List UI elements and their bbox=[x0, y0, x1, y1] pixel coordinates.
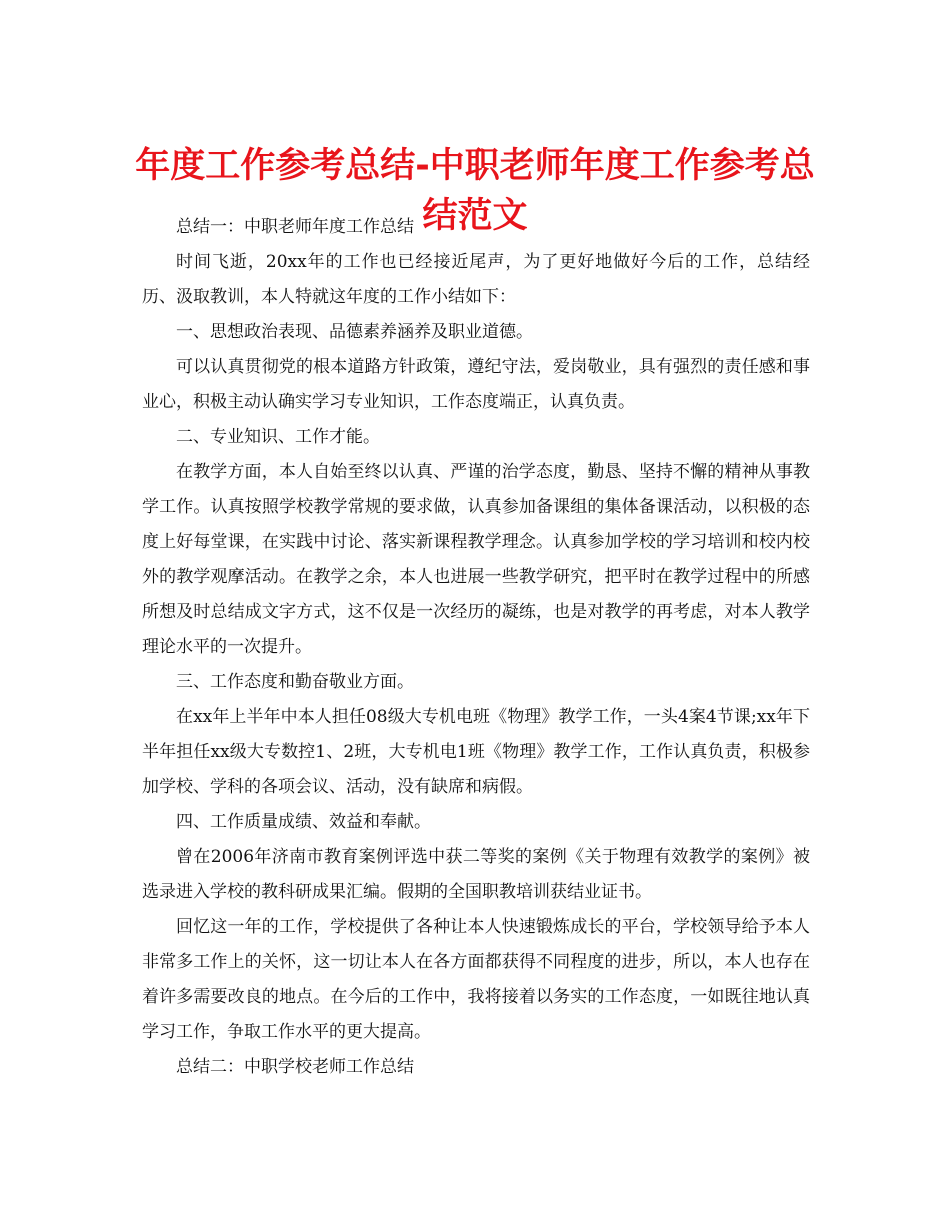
section-heading: 四、工作质量成绩、效益和奉献。 bbox=[176, 812, 431, 832]
paragraph: 时间飞逝，20xx年的工作也已经接近尾声，为了更好地做好今后的工作，总结经历、汲取教训，本人特就这年度的工作小结如下： bbox=[142, 252, 810, 307]
document-title: 年度工作参考总结-中职老师年度工作参考总结范文 bbox=[135, 146, 815, 237]
paragraph: 可以认真贯彻党的根本道路方针政策，遵纪守法，爱岗敬业，具有强烈的责任感和事业心，积极主动认确实学习专业知识，工作态度端正，认真负责。 bbox=[142, 357, 810, 412]
section-heading: 二、专业知识、工作才能。 bbox=[176, 427, 380, 447]
document-body bbox=[142, 210, 810, 1085]
paragraph: 回忆这一年的工作，学校提供了各种让本人快速锻炼成长的平台，学校领导给予本人非常多工作上的关怀，这一切让本人在各方面都获得不同程度的进步，所以，本人也存在着许多需要改良的地点。在今后的工作中，我将接着以务实的工作态度，一如既往地认真学习工作，争取工作水平的更大提高。 bbox=[142, 917, 810, 1042]
paragraph: 在xx年上半年中本人担任08级大专机电班《物理》教学工作，一头4案4节课;xx年下半年担任xx级大专数控1、2班，大专机电1班《物理》教学工作，工作认真负责，积极参加学校、学科的各项会议、活动，没有缺席和病假。 bbox=[142, 707, 810, 797]
section-heading: 三、工作态度和勤奋敬业方面。 bbox=[176, 672, 414, 692]
section-heading: 一、思想政治表现、品德素养涵养及职业道德。 bbox=[176, 322, 533, 342]
paragraph: 曾在2006年济南市教育案例评选中获二等奖的案例《关于物理有效教学的案例》被选录进入学校的教科研成果汇编。假期的全国职教培训获结业证书。 bbox=[142, 847, 810, 902]
section-heading-summary-2: 总结二：中职学校老师工作总结 bbox=[176, 1057, 414, 1077]
section-heading-summary-1: 总结一：中职老师年度工作总结 bbox=[176, 217, 414, 237]
paragraph: 在教学方面，本人自始至终以认真、严谨的治学态度，勤恳、坚持不懈的精神从事教学工作。认真按照学校教学常规的要求做，认真参加备课组的集体备课活动，以积极的态度上好每堂课，在实践中讨论、落实新课程教学理念。认真参加学校的学习培训和校内校外的教学观摩活动。在教学之余，本人也进展一些教学研究，把平时在教学过程中的所感所想及时总结成文字方式，这不仅是一次经历的凝练，也是对教学的再考虑，对本人教学理论水平的一次提升。 bbox=[142, 462, 810, 657]
